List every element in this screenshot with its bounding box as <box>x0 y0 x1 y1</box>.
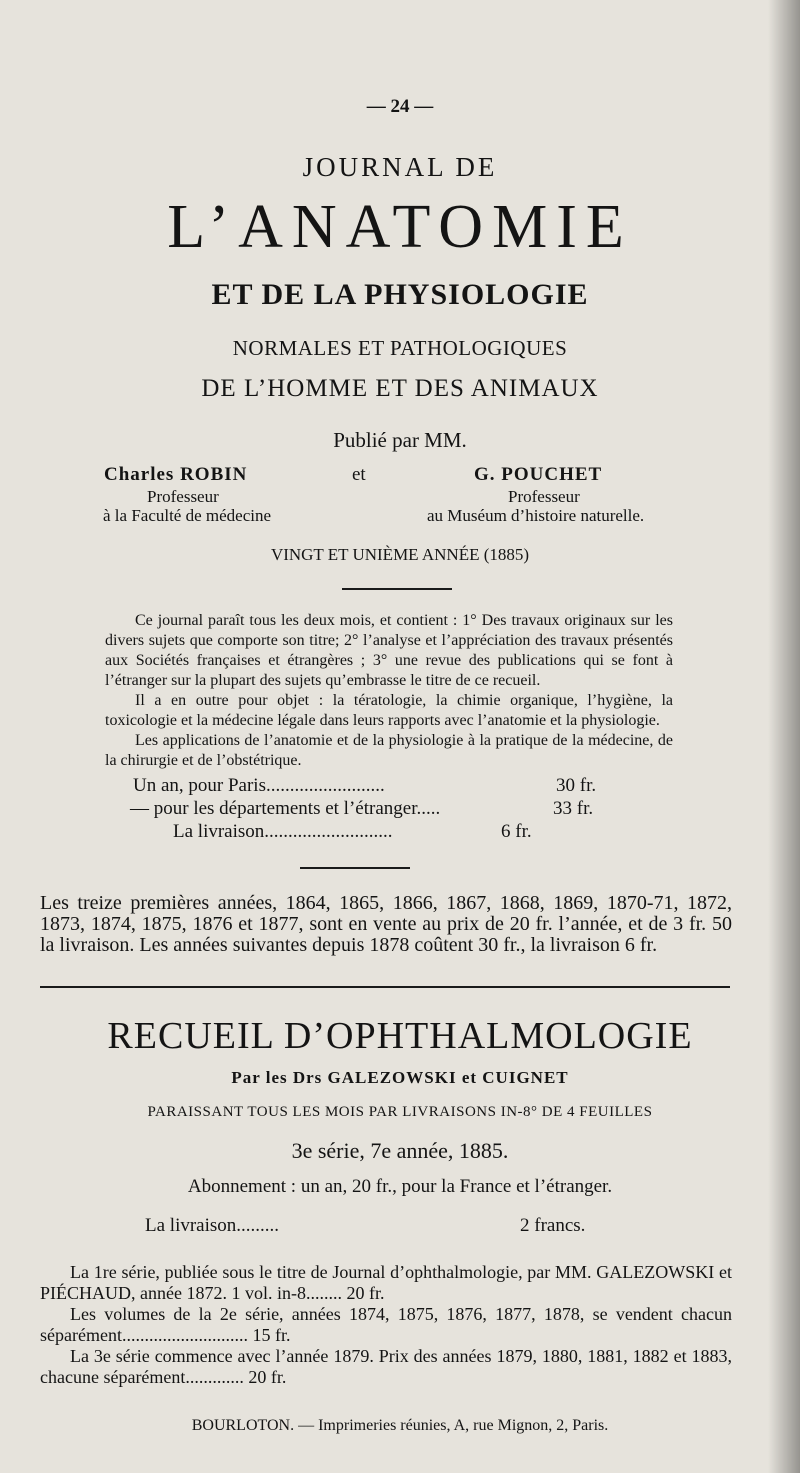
page-number: — 24 — <box>366 96 434 117</box>
price-dots: ......................... <box>265 775 385 796</box>
description-paragraph-2: Il a en outre pour objet : la tératologie, la chimie organique, l’hygiène, la toxicologie et la médecine légale dans leurs rapports avec l’anatomie et la physiologie. <box>105 692 673 729</box>
author1-title: Professeur <box>147 487 219 506</box>
recueil-issue-label: La livraison......... <box>145 1215 280 1236</box>
divider <box>342 588 452 590</box>
price-value: 33 fr. <box>553 798 594 819</box>
history-line-2: Les volumes de la 2e série, années 1874, 1875, 1876, 1877, 1878, se vendent chacun séparément............................ 15 fr. <box>40 1304 732 1345</box>
price-label: La livraison <box>173 821 265 842</box>
price-dots: ..... <box>416 798 441 819</box>
journal-year-line: VINGT ET UNIÈME ANNÉE (1885) <box>270 545 530 564</box>
history-line-3: La 3e série commence avec l’année 1879. Prix des années 1879, 1880, 1881, 1882 et 1883, chacune séparément............. 20 fr. <box>40 1346 732 1387</box>
history-line-1: La 1re série, publiée sous le titre de Journal d’ophthalmologie, par MM. GALEZOWSKI et PIÉCHAUD, année 1872. 1 vol. in-8........ 20 fr. <box>40 1262 732 1303</box>
price-value: 30 fr. <box>556 775 597 796</box>
price-row <box>130 798 600 820</box>
printer-footer: BOURLOTON. — Imprimeries réunies, A, rue Mignon, 2, Paris. <box>191 1417 609 1434</box>
price-value: 6 fr. <box>501 821 532 842</box>
recueil-title: RECUEIL D’OPHTHALMOLOGIE <box>107 1015 693 1057</box>
divider <box>300 867 410 869</box>
published-by: Publié par MM. <box>333 428 467 452</box>
section-rule <box>40 986 730 988</box>
author2-affiliation: au Muséum d’histoire naturelle. <box>427 506 645 525</box>
journal-title-line1: JOURNAL DE <box>302 152 498 182</box>
price-label: — pour les départements et l’étranger <box>130 798 417 819</box>
journal-description <box>105 611 673 771</box>
price-row <box>173 821 593 843</box>
recueil-subscription: Abonnement : un an, 20 fr., pour la France et l’étranger. <box>187 1176 613 1197</box>
author2-title: Professeur <box>508 487 580 506</box>
author-conjunction: et <box>352 464 366 485</box>
author1-affiliation: à la Faculté de médecine <box>103 506 272 525</box>
description-paragraph-3: Les applications de l’anatomie et de la physiologie à la pratique de la médecine, de la chirurgie et de l’obstétrique. <box>105 732 673 769</box>
recueil-frequency: PARAISSANT TOUS LES MOIS PAR LIVRAISONS IN-8° DE 4 FEUILLES <box>147 1104 653 1120</box>
back-issues-paragraph: Les treize premières années, 1864, 1865, 1866, 1867, 1868, 1869, 1870-71, 1872, 1873, 1874, 1875, 1876 et 1877, sont en vente au prix de 20 fr. l’année, et de 3 fr. 50 la livraison. Les années suivantes depuis 1878 coûtent 30 fr., la livraison 6 fr. <box>40 892 732 956</box>
author2-name: G. POUCHET <box>474 464 603 485</box>
description-paragraph-1: Ce journal paraît tous les deux mois, et contient : 1° Des travaux originaux sur les divers sujets que comporte son titre; 2° l’analyse et l’appréciation des travaux présentés aux Sociétés françaises et étrangères ; 3° une revue des publications qui se font à l’étranger sur la plupart des sujets qu’embrasse le titre de ce recueil. <box>105 612 673 689</box>
journal-title-line4: NORMALES ET PATHOLOGIQUES <box>232 336 568 360</box>
recueil-history <box>40 1262 732 1388</box>
recueil-series: 3e série, 7e année, 1885. <box>291 1138 509 1163</box>
price-row <box>133 775 603 797</box>
price-label: Un an, pour Paris <box>133 775 266 796</box>
journal-title-line2: L’ANATOMIE <box>167 193 633 261</box>
journal-title-line3: ET DE LA PHYSIOLOGIE <box>211 278 589 311</box>
price-dots: ........................... <box>264 821 393 842</box>
journal-title-line5: DE L’HOMME ET DES ANIMAUX <box>201 375 599 402</box>
recueil-authors: Par les Drs GALEZOWSKI et CUIGNET <box>231 1068 569 1087</box>
author1-name: Charles ROBIN <box>104 464 248 485</box>
recueil-issue-price: 2 francs. <box>520 1215 586 1236</box>
